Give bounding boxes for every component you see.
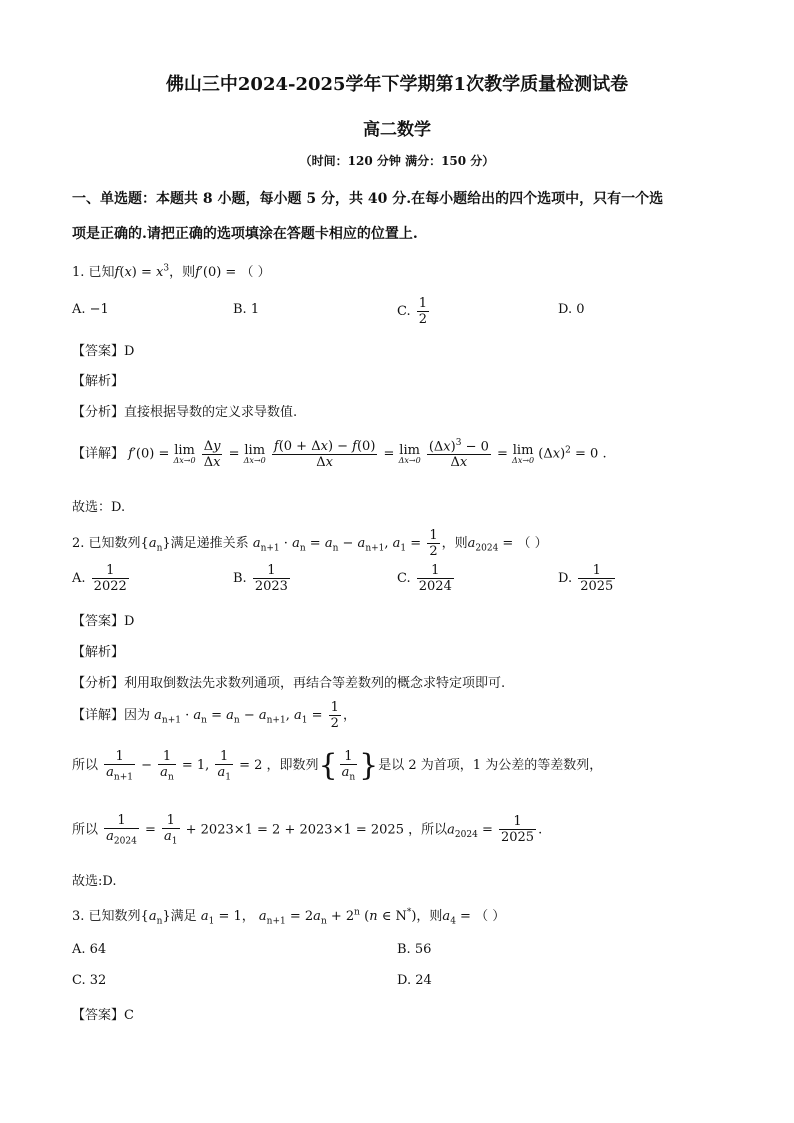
q1-option-d[interactable]: D. 0 (558, 302, 585, 317)
q2-step1: 所以 $\frac{1}{a_{n+1}}$ − $\frac{1}{a_n}$ = 1, $\frac{1}{a_1}$ = 2 ，即数列{ $\frac{1}{a_n}$ }是以 2 为首项，1 为公差的等差数列， (72, 748, 603, 783)
q1-stem: 1. 已知$f(x) = x^3$，则f′(0) = （ ） (72, 263, 271, 280)
q2-conclusion: 故选:D. (72, 874, 117, 889)
q1-option-c[interactable]: C. $\frac{1}{2}$ (397, 296, 428, 327)
q3-option-b[interactable]: B. 56 (397, 942, 432, 957)
q2-fenxi: 【分析】利用取倒数法先求数列通项，再结合等差数列的概念求特定项即可. (72, 676, 506, 691)
q2-answer: 【答案】D (72, 614, 135, 629)
q3-option-c[interactable]: C. 32 (72, 973, 107, 988)
q2-option-a[interactable]: A. $\frac{1}{2022}$ (72, 563, 127, 594)
q3-option-a[interactable]: A. 64 (72, 942, 107, 957)
q1-detail: 【详解】 f′(0) = lim Δx→0 $\frac{\Delta y}{\Delta x}$ = lim Δx→0 $\frac{f(0 + \Delta x) - f(0)}{\Delta x}$ = lim Δx→0 $\frac{(\Delta x)^3 - 0}{\Delta x}$ = lim Δx→0 $(\Delta x)^2 = 0$ . (72, 438, 607, 471)
q1-answer: 【答案】D (72, 344, 135, 359)
section-heading-line2: 项是正确的.请把正确的选项填涂在答题卡相应的位置上. (72, 226, 418, 242)
q1-analysis: 【解析】 (72, 374, 125, 389)
q1-option-b[interactable]: B. 1 (233, 302, 260, 317)
q3-stem: 3. 已知数列$\{a_n\}$满足 $a_1 = 1$， $a_{n+1} = 2a_n + 2^n$ (n ∈ N*)，则$a_4$ = （ ） (72, 907, 506, 927)
q2-detail: 【详解】因为 $a_{n+1} \cdot a_n = a_n - a_{n+1}$, $a_1$ = $\frac{1}{2}$ ， (72, 700, 356, 731)
q1-option-a[interactable]: A. −1 (72, 302, 109, 317)
q2-analysis: 【解析】 (72, 645, 125, 660)
q2-option-b[interactable]: B. $\frac{1}{2023}$ (233, 563, 288, 594)
q2-option-d[interactable]: D. $\frac{1}{2025}$ (558, 563, 614, 594)
q3-answer: 【答案】C (72, 1008, 134, 1023)
section-heading-line1: 一、单选题：本题共 8 小题，每小题 5 分，共 40 分.在每小题给出的四个选项中，只有一个选 (72, 191, 664, 207)
q2-option-c[interactable]: C. $\frac{1}{2024}$ (397, 563, 452, 594)
q3-option-d[interactable]: D. 24 (397, 973, 432, 988)
q2-stem: 2. 已知数列$\{a_n\}$满足递推关系 $a_{n+1} \cdot a_n = a_n - a_{n+1}$, $a_1$ = $\frac{1}{2}$ ，则$a_{2024}$ = （ ） (72, 528, 548, 559)
q1-func: f (114, 265, 120, 280)
q2-step2: 所以 $\frac{1}{a_{2024}}$ = $\frac{1}{a_1}$ + 2023×1 = 2 + 2023×1 = 2025 ，所以$a_{2024}$ = $\frac{1}{2025}$ . (72, 813, 543, 847)
q1-conclusion: 故选：D. (72, 500, 126, 515)
exam-subtitle: 高二数学 (363, 120, 431, 140)
exam-info: （时间：120 分钟 满分：150 分） (299, 154, 495, 168)
q1-fenxi: 【分析】直接根据导数的定义求导数值. (72, 405, 298, 420)
exam-title: 佛山三中2024-2025学年下学期第1次教学质量检测试卷 (165, 74, 629, 95)
